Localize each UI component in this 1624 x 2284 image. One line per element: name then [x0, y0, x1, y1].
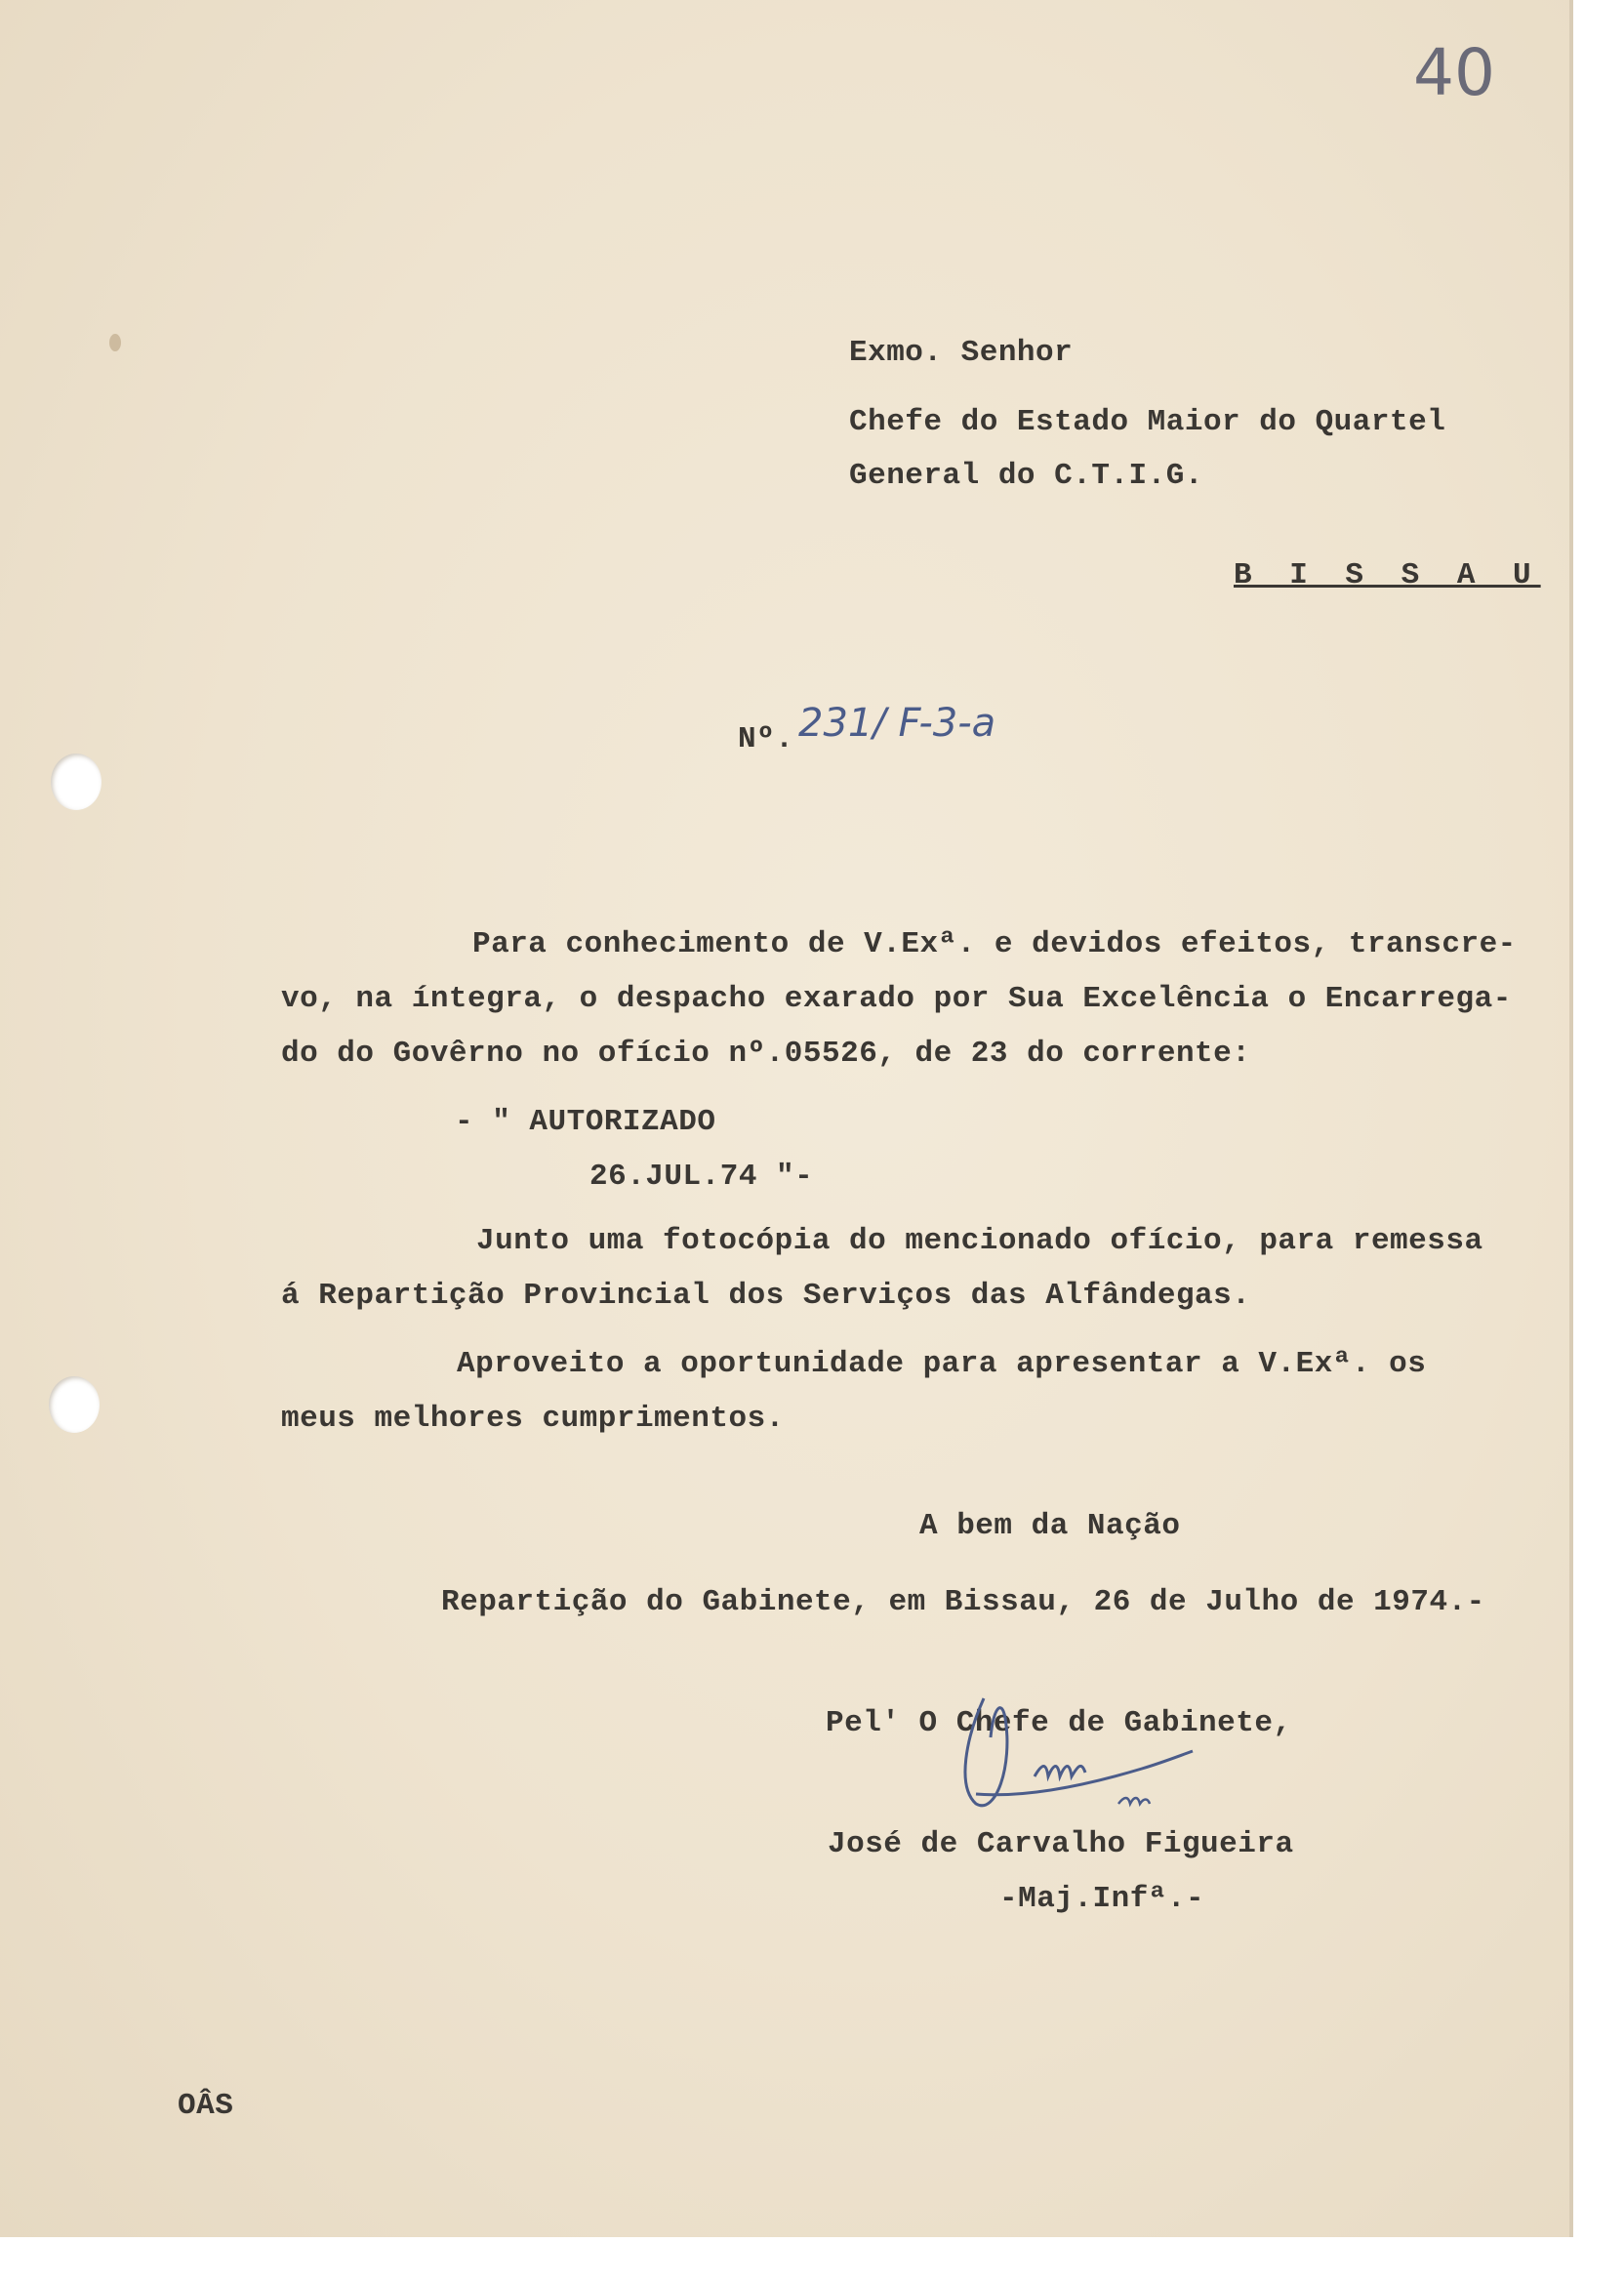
addressee-line-2: General do C.T.I.G. [849, 459, 1203, 493]
quote-line-2: 26.JUL.74 "- [589, 1160, 814, 1194]
punch-hole-top [51, 754, 102, 810]
addressee-salutation: Exmo. Senhor [849, 336, 1074, 370]
body-paragraph-1-line-2: vo, na íntegra, o despacho exarado por Sua Excelência o Encarrega- [281, 982, 1512, 1016]
punch-hole-bottom [49, 1376, 100, 1433]
addressee-line-1: Chefe do Estado Maior do Quartel [849, 405, 1446, 439]
body-paragraph-1-line-1: Para conhecimento de V.Exª. e devidos efeitos, transcre- [472, 927, 1517, 961]
page-edge [1569, 0, 1573, 2237]
signatory-name: José de Carvalho Figueira [828, 1827, 1294, 1861]
reference-prefix: Nº. [738, 722, 794, 756]
body-paragraph-1-line-3: do do Govêrno no ofício nº.05526, de 23 do corrente: [281, 1037, 1251, 1071]
stain-spot [109, 334, 121, 351]
handwritten-signature [937, 1679, 1220, 1835]
body-paragraph-3-line-1: Aproveito a oportunidade para apresentar a V.Exª. os [457, 1347, 1427, 1381]
closing-on-behalf: Pel' O Chefe de Gabinete, [826, 1706, 1292, 1740]
closing-motto: A bem da Nação [919, 1509, 1181, 1543]
reference-handwritten: 231/ F-3-a [798, 701, 996, 746]
typist-initials: OÂS [178, 2089, 234, 2123]
addressee-city: B I S S A U [1234, 558, 1541, 592]
page-number: 40 [1413, 35, 1495, 110]
closing-place-date: Repartição do Gabinete, em Bissau, 26 de Julho de 1974.- [441, 1585, 1485, 1619]
signatory-rank: -Maj.Infª.- [999, 1882, 1205, 1916]
body-paragraph-2-line-1: Junto uma fotocópia do mencionado ofício, para remessa [476, 1224, 1483, 1258]
quote-line-1: - " AUTORIZADO [455, 1105, 716, 1139]
body-paragraph-3-line-2: meus melhores cumprimentos. [281, 1402, 785, 1436]
body-paragraph-2-line-2: á Repartição Provincial dos Serviços das Alfândegas. [281, 1279, 1251, 1313]
